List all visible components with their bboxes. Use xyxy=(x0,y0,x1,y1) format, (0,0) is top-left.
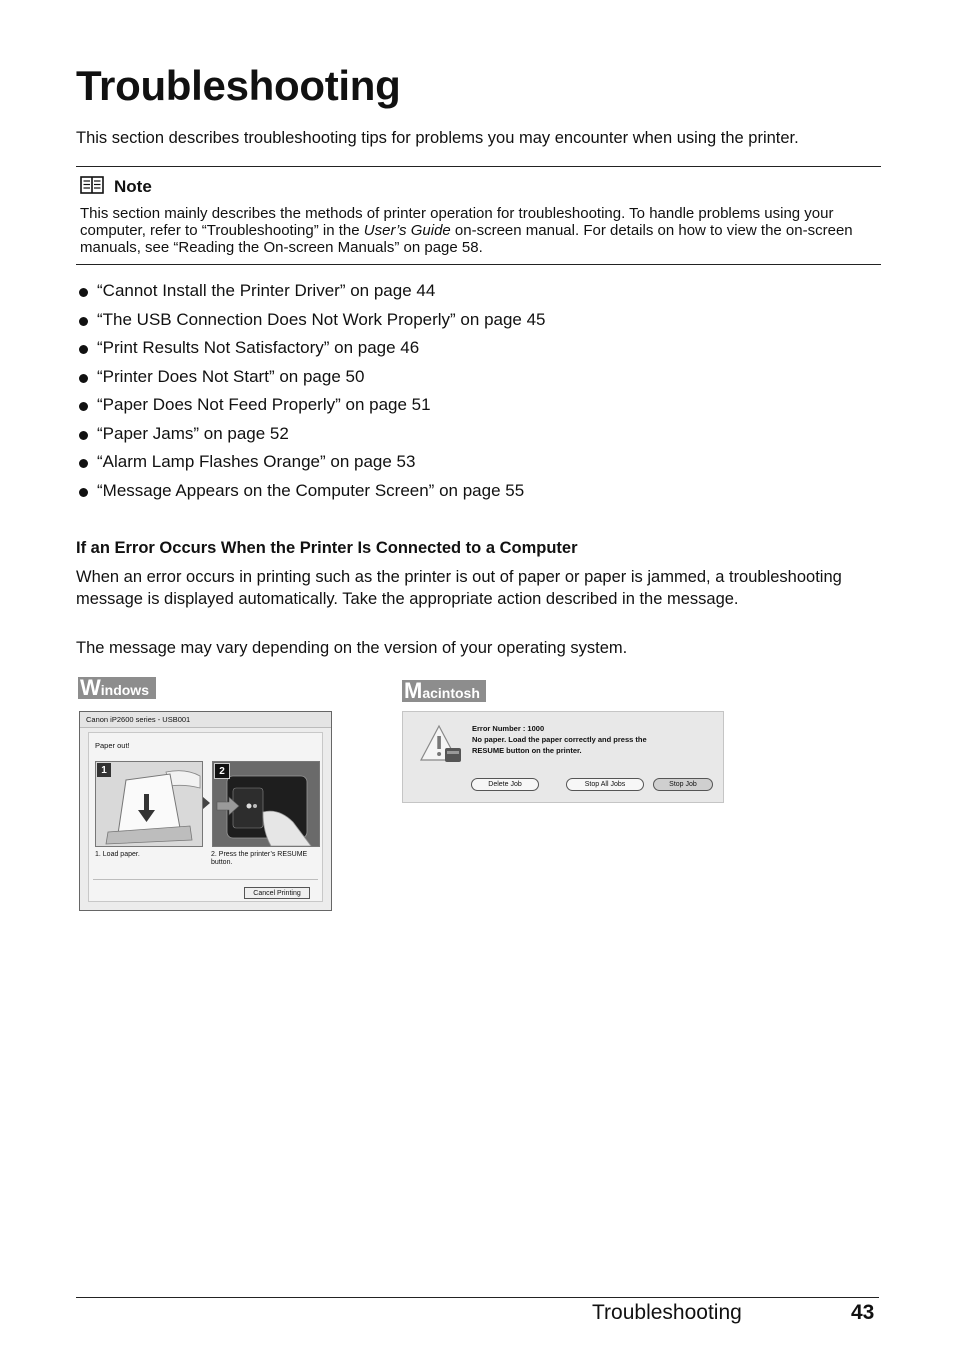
bullet-icon xyxy=(79,402,88,411)
warning-icon xyxy=(419,724,463,771)
section-paragraph-1: When an error occurs in printing such as the printer is out of paper or paper is jammed, a troubleshooting message is displayed automatically. Take the appropriate action described in the message. xyxy=(76,568,842,608)
macintosh-badge-rest: acintosh xyxy=(422,685,480,701)
step-1-number: 1 xyxy=(97,763,111,777)
topic-link[interactable]: “Printer Does Not Start” on page 50 xyxy=(97,366,365,386)
list-item[interactable] xyxy=(76,481,546,510)
list-item[interactable] xyxy=(76,281,546,310)
step-2-illustration xyxy=(212,761,320,847)
dialog-divider xyxy=(93,879,318,880)
cancel-printing-button[interactable]: Cancel Printing xyxy=(244,887,310,899)
step-1-caption: 1. Load paper. xyxy=(95,851,140,858)
bullet-icon xyxy=(79,317,88,326)
stop-job-button[interactable]: Stop Job xyxy=(653,778,713,791)
note-label: Note xyxy=(114,177,152,196)
topic-link[interactable]: “Print Results Not Satisfactory” on page 46 xyxy=(97,338,420,357)
bullet-icon xyxy=(79,345,88,354)
step-2-number: 2 xyxy=(214,763,230,779)
windows-badge xyxy=(78,677,156,699)
windows-error-dialog xyxy=(79,711,332,911)
topic-link[interactable]: “Message Appears on the Computer Screen” on page 55 xyxy=(97,480,525,500)
load-paper-illustration xyxy=(96,762,202,846)
topic-link[interactable]: “The USB Connection Does Not Work Properly” on page 45 xyxy=(97,309,546,329)
list-item[interactable] xyxy=(76,395,546,424)
macintosh-error-dialog xyxy=(402,711,724,803)
users-guide-title: User’s Guide xyxy=(363,222,451,239)
book-icon xyxy=(80,176,104,199)
topic-link[interactable]: “Alarm Lamp Flashes Orange” on page 53 xyxy=(97,452,416,471)
note-top-rule xyxy=(76,166,881,167)
topic-link[interactable]: “Paper Jams” on page 52 xyxy=(97,423,289,443)
section-paragraph-2: The message may vary depending on the version of your operating system. xyxy=(76,639,628,657)
windows-badge-initial: W xyxy=(80,675,101,700)
step-2-caption: 2. Press the printer’s RESUME button. xyxy=(211,851,308,866)
error-line-2: No paper. Load the paper correctly and press the xyxy=(472,735,647,744)
page-title: Troubleshooting xyxy=(76,62,401,109)
error-message xyxy=(472,723,647,756)
windows-badge-rest: indows xyxy=(100,682,149,698)
step-1-illustration xyxy=(95,761,203,847)
bullet-icon xyxy=(79,431,88,440)
note-text-end: on-screen manual. For details on how to view the on-screen manuals, see “Reading the On-screen Manuals” on page 58. xyxy=(80,222,853,256)
bullet-icon xyxy=(79,488,88,497)
note-text-start: This section mainly describes the methods of printer operation for troubleshooting. To handle problems using your computer, refer to “Troubleshooting” in the xyxy=(80,205,834,239)
error-number: Error Number : 1000 xyxy=(472,724,545,733)
topic-link[interactable]: “Cannot Install the Printer Driver” on page 44 xyxy=(97,281,436,300)
topic-link[interactable]: “Paper Does Not Feed Properly” on page 51 xyxy=(97,395,431,414)
topic-link-list xyxy=(76,281,546,509)
stop-all-jobs-button[interactable]: Stop All Jobs xyxy=(566,778,644,791)
list-item[interactable] xyxy=(76,310,546,339)
intro-text: This section describes troubleshooting tips for problems you may encounter when using the printer. xyxy=(76,129,799,147)
dialog-body xyxy=(88,732,323,902)
list-item[interactable] xyxy=(76,367,546,396)
bullet-icon xyxy=(79,459,88,468)
list-item[interactable] xyxy=(76,338,546,367)
note-header xyxy=(80,176,152,198)
dialog-caption: Canon iP2600 series - USB001 xyxy=(80,712,331,728)
bullet-icon xyxy=(79,374,88,383)
note-bottom-rule xyxy=(76,264,881,265)
page-number: 43 xyxy=(851,1301,875,1324)
footer-section-title: Troubleshooting xyxy=(592,1301,742,1324)
section-heading: If an Error Occurs When the Printer Is Connected to a Computer xyxy=(76,539,578,557)
list-item[interactable] xyxy=(76,424,546,453)
macintosh-badge xyxy=(402,680,486,702)
note-text xyxy=(80,205,880,256)
macintosh-badge-initial: M xyxy=(404,678,423,703)
list-item[interactable] xyxy=(76,452,546,481)
delete-job-button[interactable]: Delete Job xyxy=(471,778,539,791)
bullet-icon xyxy=(79,288,88,297)
footer-rule xyxy=(76,1297,879,1298)
error-line-3: RESUME button on the printer. xyxy=(472,746,582,755)
next-step-arrow-icon xyxy=(203,797,210,809)
status-message: Paper out! xyxy=(95,741,130,750)
